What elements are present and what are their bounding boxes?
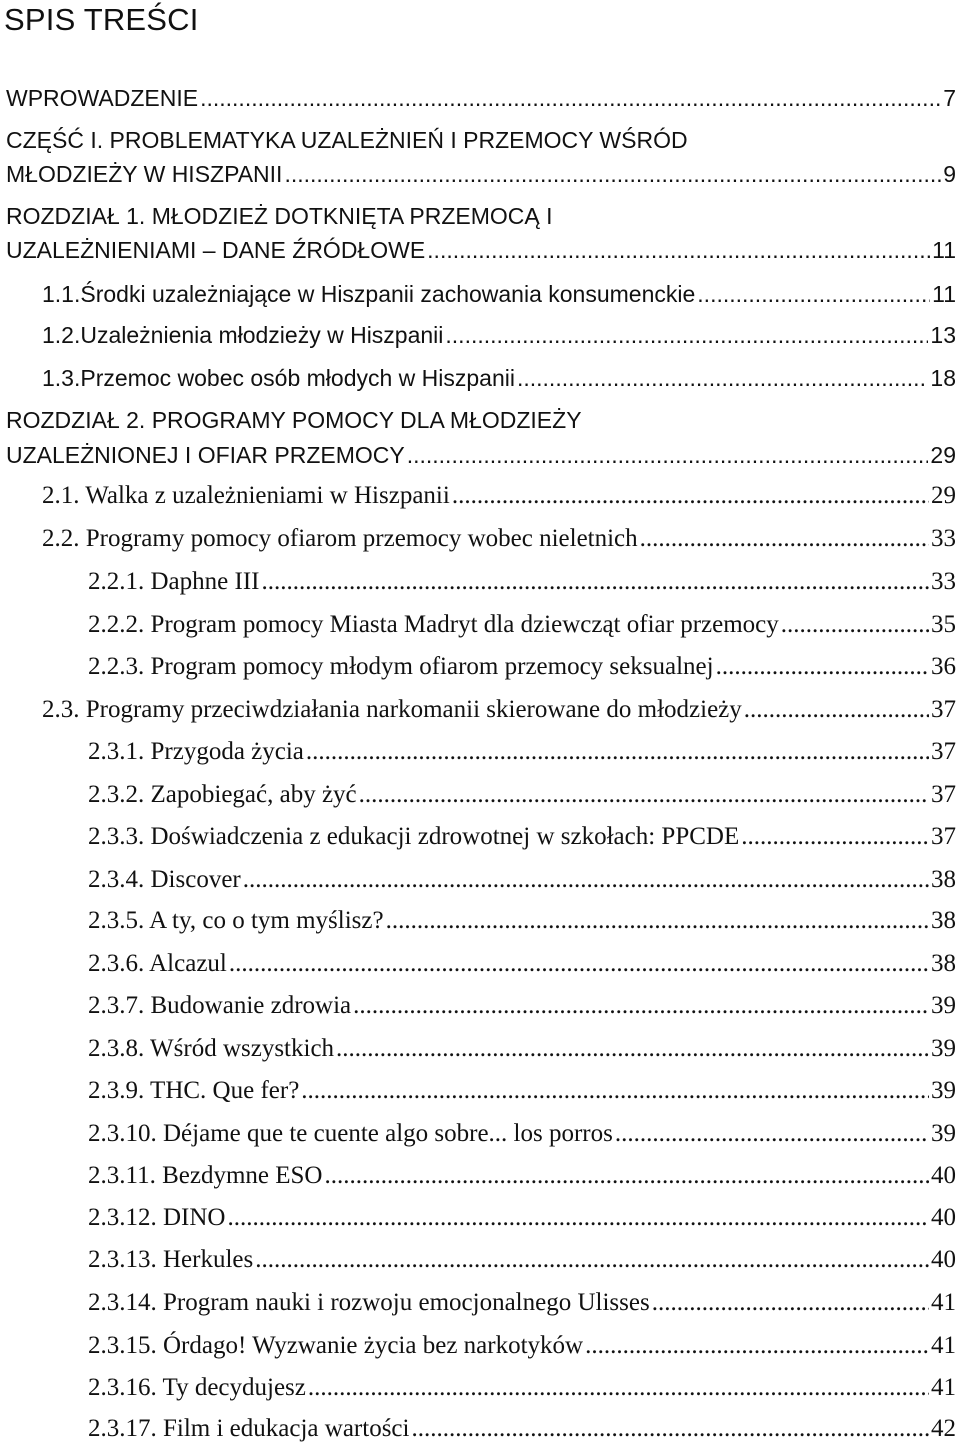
- toc-entry[interactable]: [0, 523, 960, 555]
- toc-entry-title: 1.3.Przemoc wobec osób młodych w Hiszpanii: [42, 365, 515, 391]
- toc-entry[interactable]: [0, 1413, 960, 1445]
- toc-entry-page-number: 29: [931, 482, 956, 509]
- toc-entry[interactable]: [0, 158, 960, 190]
- dot-leader: [517, 362, 928, 394]
- toc-entry-title: 2.3.9. THC. Que fer?: [88, 1077, 300, 1104]
- toc-entry-title: 2.3.4. Discover: [88, 866, 241, 893]
- toc-entry-page-number: 39: [931, 992, 956, 1019]
- dot-leader: [652, 1287, 929, 1319]
- toc-entry-title: 2.2.1. Daphne III: [88, 568, 260, 595]
- toc-entry[interactable]: [0, 1118, 960, 1150]
- dot-leader: [716, 651, 929, 683]
- toc-entry[interactable]: [0, 651, 960, 683]
- toc-entry[interactable]: [0, 480, 960, 512]
- toc-entry[interactable]: [0, 609, 960, 641]
- toc-entry[interactable]: [0, 736, 960, 768]
- dot-leader: [261, 566, 929, 598]
- toc-entry[interactable]: [0, 566, 960, 598]
- toc-entry[interactable]: [0, 1075, 960, 1107]
- dot-leader: [324, 1160, 929, 1192]
- toc-entry-title: UZALEŻNIENIAMI – DANE ŹRÓDŁOWE: [6, 237, 426, 263]
- toc-entry[interactable]: [0, 1160, 960, 1192]
- toc-entry-title: MŁODZIEŻY W HISZPANII: [6, 161, 283, 187]
- toc-entry-page-number: 40: [931, 1246, 956, 1273]
- dot-leader: [744, 694, 929, 726]
- toc-entry-title: 2.3.12. DINO: [88, 1204, 226, 1231]
- toc-entry-title: 2.3.17. Film i edukacja wartości: [88, 1415, 410, 1442]
- dot-leader: [284, 158, 941, 190]
- toc-entry-page-number: 33: [931, 525, 956, 552]
- toc-entry[interactable]: [0, 1202, 960, 1234]
- toc-entry-page-number: 29: [930, 442, 956, 468]
- toc-entry[interactable]: [0, 948, 960, 980]
- toc-entry-title: ROZDZIAŁ 2. PROGRAMY POMOCY DLA MŁODZIEŻY: [6, 407, 582, 433]
- toc-entry-page-number: 39: [931, 1077, 956, 1104]
- dot-leader: [407, 439, 929, 471]
- toc-entry-title: CZĘŚĆ I. PROBLEMATYKA UZALEŻNIEŃ I PRZEMOCY WŚRÓD: [6, 127, 688, 153]
- dot-leader: [452, 480, 929, 512]
- toc-entry-title: UZALEŻNIONEJ I OFIAR PRZEMOCY: [6, 442, 405, 468]
- toc-entry-title: 2.3.7. Budowanie zdrowia: [88, 992, 352, 1019]
- toc-entry[interactable]: [0, 1330, 960, 1362]
- toc-entry-page-number: 35: [931, 611, 956, 638]
- dot-leader: [411, 1413, 929, 1445]
- toc-entry-title: ROZDZIAŁ 1. MŁODZIEŻ DOTKNIĘTA PRZEMOCĄ I: [6, 203, 553, 229]
- dot-leader: [741, 821, 929, 853]
- dot-leader: [585, 1330, 929, 1362]
- toc-entry-page-number: 40: [931, 1162, 956, 1189]
- toc-entry-title: 2.3.6. Alcazul: [88, 950, 227, 977]
- toc-entry-page-number: 39: [931, 1035, 956, 1062]
- toc-entry[interactable]: [0, 124, 960, 156]
- dot-leader: [697, 278, 930, 310]
- toc-entry[interactable]: [0, 905, 960, 937]
- toc-entry-title: 2.3.1. Przygoda życia: [88, 738, 304, 765]
- toc-entry[interactable]: [0, 234, 960, 266]
- toc-entry[interactable]: [0, 82, 960, 114]
- dot-leader: [200, 82, 941, 114]
- dot-leader: [306, 736, 929, 768]
- toc-entry[interactable]: [0, 864, 960, 896]
- toc-entry[interactable]: [0, 694, 960, 726]
- dot-leader: [243, 864, 929, 896]
- toc-entry[interactable]: [0, 362, 960, 394]
- toc-entry-title: 2.3.11. Bezdymne ESO: [88, 1162, 323, 1189]
- toc-entry-page-number: 37: [931, 738, 956, 765]
- toc-entry-title: WPROWADZENIE: [6, 85, 199, 111]
- page-title: SPIS TREŚCI: [4, 2, 199, 37]
- dot-leader: [336, 1033, 929, 1065]
- dot-leader: [427, 234, 930, 266]
- dot-leader: [359, 779, 929, 811]
- toc-entry[interactable]: [0, 1033, 960, 1065]
- toc-entry[interactable]: [0, 1287, 960, 1319]
- toc-entry-page-number: 37: [931, 823, 956, 850]
- dot-leader: [353, 990, 929, 1022]
- toc-entry[interactable]: [0, 200, 960, 232]
- toc-entry-page-number: 41: [931, 1332, 956, 1359]
- toc-entry-title: 2.3.10. Déjame que te cuente algo sobre... los porros: [88, 1120, 613, 1147]
- toc-entry[interactable]: [0, 821, 960, 853]
- dot-leader: [228, 1202, 930, 1234]
- toc-entry[interactable]: [0, 439, 960, 471]
- toc-entry-page-number: 7: [943, 85, 956, 111]
- toc-entry-page-number: 39: [931, 1120, 956, 1147]
- toc-entry-title: 2.3.14. Program nauki i rozwoju emocjonalnego Ulisses: [88, 1289, 650, 1316]
- toc-entry-title: 2.3. Programy przeciwdziałania narkomanii skierowane do młodzieży: [42, 696, 742, 723]
- toc-entry-title: 2.3.16. Ty decydujesz: [88, 1374, 306, 1401]
- dot-leader: [308, 1372, 929, 1404]
- toc-entry-page-number: 33: [931, 568, 956, 595]
- toc-entry[interactable]: [0, 278, 960, 310]
- toc-entry-page-number: 36: [931, 653, 956, 680]
- toc-entry-page-number: 37: [931, 696, 956, 723]
- toc-entry-page-number: 41: [931, 1289, 956, 1316]
- toc-entry-title: 1.1.Środki uzależniające w Hiszpanii zachowania konsumenckie: [42, 281, 696, 307]
- toc-entry-page-number: 38: [931, 950, 956, 977]
- dot-leader: [445, 319, 928, 351]
- toc-entry-page-number: 38: [931, 907, 956, 934]
- toc-entry[interactable]: [0, 779, 960, 811]
- toc-entry-title: 1.2.Uzależnienia młodzieży w Hiszpanii: [42, 322, 444, 348]
- toc-entry-title: 2.1. Walka z uzależnieniami w Hiszpanii: [42, 482, 450, 509]
- dot-leader: [781, 609, 929, 641]
- toc-entry[interactable]: [0, 404, 960, 436]
- toc-entry-page-number: 37: [931, 781, 956, 808]
- toc-entry-page-number: 9: [943, 161, 956, 187]
- toc-entry-title: 2.3.13. Herkules: [88, 1246, 254, 1273]
- toc-entry-page-number: 38: [931, 866, 956, 893]
- toc-entry-title: 2.3.2. Zapobiegać, aby żyć: [88, 781, 357, 808]
- toc-entry-page-number: 41: [931, 1374, 956, 1401]
- toc-entry-title: 2.2.2. Program pomocy Miasta Madryt dla dziewcząt ofiar przemocy: [88, 611, 779, 638]
- toc-entry[interactable]: [0, 1372, 960, 1404]
- toc-entry-title: 2.3.8. Wśród wszystkich: [88, 1035, 335, 1062]
- toc-entry[interactable]: [0, 990, 960, 1022]
- dot-leader: [255, 1244, 929, 1276]
- dot-leader: [615, 1118, 929, 1150]
- dot-leader: [301, 1075, 929, 1107]
- toc-entry[interactable]: [0, 1244, 960, 1276]
- toc-entry-title: 2.3.5. A ty, co o tym myślisz?: [88, 907, 384, 934]
- dot-leader: [229, 948, 929, 980]
- toc-entry-page-number: 18: [930, 365, 956, 391]
- toc-entry-title: 2.3.15. Órdago! Wyzwanie życia bez narkotyków: [88, 1332, 584, 1359]
- toc-entry-page-number: 11: [932, 281, 956, 307]
- dot-leader: [386, 905, 929, 937]
- toc-entry-page-number: 42: [931, 1415, 956, 1442]
- toc-entry-page-number: 40: [931, 1204, 956, 1231]
- toc-entry[interactable]: [0, 319, 960, 351]
- toc-entry-title: 2.2.3. Program pomocy młodym ofiarom przemocy seksualnej: [88, 653, 714, 680]
- dot-leader: [640, 523, 929, 555]
- toc-entry-title: 2.2. Programy pomocy ofiarom przemocy wobec nieletnich: [42, 525, 638, 552]
- toc-entry-page-number: 13: [930, 322, 956, 348]
- toc-entry-title: 2.3.3. Doświadczenia z edukacji zdrowotnej w szkołach: PPCDE: [88, 823, 740, 850]
- toc-entry-page-number: 11: [932, 237, 956, 263]
